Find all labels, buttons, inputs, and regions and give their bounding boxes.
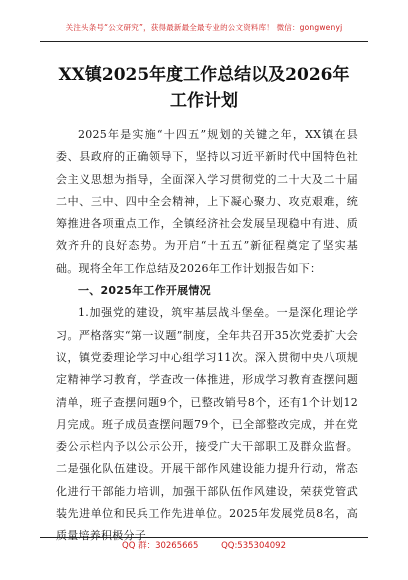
footer-rule [40, 537, 368, 538]
footer-contact [0, 539, 408, 551]
item-1-paragraph: 1.加强党的建设，筑牢基层战斗堡垒。一是深化理论学习。严格落实“第一议题”制度，全年共召开35次党委扩大会议，镇党委理论学习中心组学习11次。深入贯彻中央八项规定精神学习教育，学查改一体推进，形成学习教育查摆问题清单，班子查摆问题9个，已整改销号8个，还有1个计划12月完成。班子成员查摆问题79个，已全部整改完成，并在党委公示栏内予以公示公开，接受广大干部职工及群众监督。二是强化队伍建设。开展干部作风建设能力提升行动，常态化进行干部能力培训，加强干部队伍作风建设，荣获党管武装先进单位和民兵工作先进单位。2025年发展党员8名，高质量培养积极分子 [56, 306, 358, 543]
header-rule [40, 41, 368, 42]
footer-qq: QQ:535304092 [221, 541, 286, 551]
footer-qq-group: QQ 群：30265665 [122, 541, 199, 551]
header-banner: 关注头条号“公文研究”，获得最新最全最专业的公文资料库！ 微信：gongwenyj [65, 23, 343, 32]
document-body [56, 124, 358, 548]
document-title: XX镇2025年度工作总结以及2026年工作计划 [58, 65, 350, 111]
intro-paragraph: 2025年是实施“十四五”规划的关键之年，XX镇在县委、县政府的正确领导下，坚持以习近平新时代中国特色社会主义思想为指导，全面深入学习贯彻党的二十大及二十届二中、三中、四中全会精神，上下凝心聚力、攻克艰难，统筹推进各项重点工作，全镇经济社会发展呈现稳中有进、质效齐升的良好态势。为开启“十五五”新征程奠定了坚实基础。现将全年工作总结及2026年工作计划报告如下： [56, 128, 358, 275]
section-heading: 一、2025年工作开展情况 [78, 284, 211, 298]
